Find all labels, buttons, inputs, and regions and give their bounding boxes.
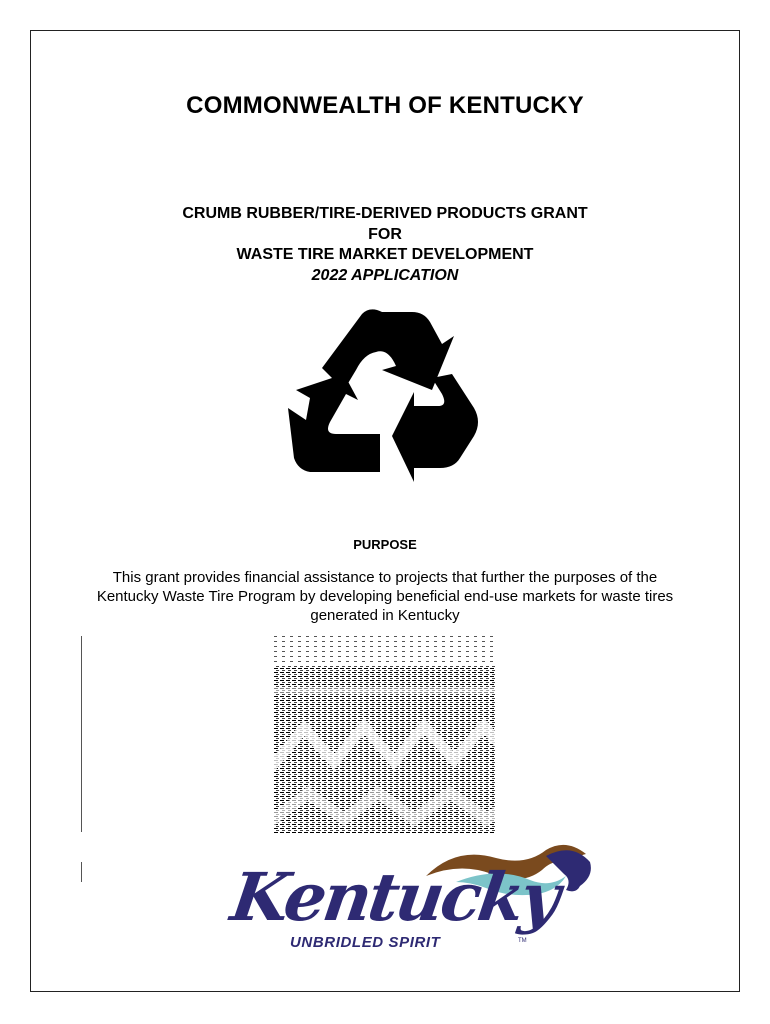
application-year: 2022 APPLICATION <box>311 266 459 284</box>
document-title: COMMONWEALTH OF KENTUCKY <box>186 92 584 119</box>
grant-title-block <box>30 204 740 286</box>
kentucky-logo <box>226 836 596 954</box>
grant-title-line-1: CRUMB RUBBER/TIRE-DERIVED PRODUCTS GRANT <box>182 205 588 222</box>
purpose-line-3: generated in Kentucky <box>310 607 460 624</box>
margin-rule-short <box>81 862 82 882</box>
grant-title-line-3: WASTE TIRE MARKET DEVELOPMENT <box>236 246 534 263</box>
recycle-icon <box>284 308 484 510</box>
grant-title-line-2: FOR <box>368 225 402 243</box>
kentucky-wordmark: Kentucky <box>226 858 563 936</box>
purpose-line-1: This grant provides financial assistance to projects that further the purposes of the <box>112 569 658 586</box>
trademark-mark: TM <box>518 938 527 944</box>
margin-rule <box>81 636 82 832</box>
purpose-heading: PURPOSE <box>353 537 417 552</box>
logo-tagline: UNBRIDLED SPIRIT <box>290 934 441 951</box>
purpose-paragraph <box>70 568 700 625</box>
purpose-line-2: Kentucky Waste Tire Program by developing beneficial end-use markets for waste tires <box>96 588 674 605</box>
tire-tread-image <box>274 636 496 834</box>
